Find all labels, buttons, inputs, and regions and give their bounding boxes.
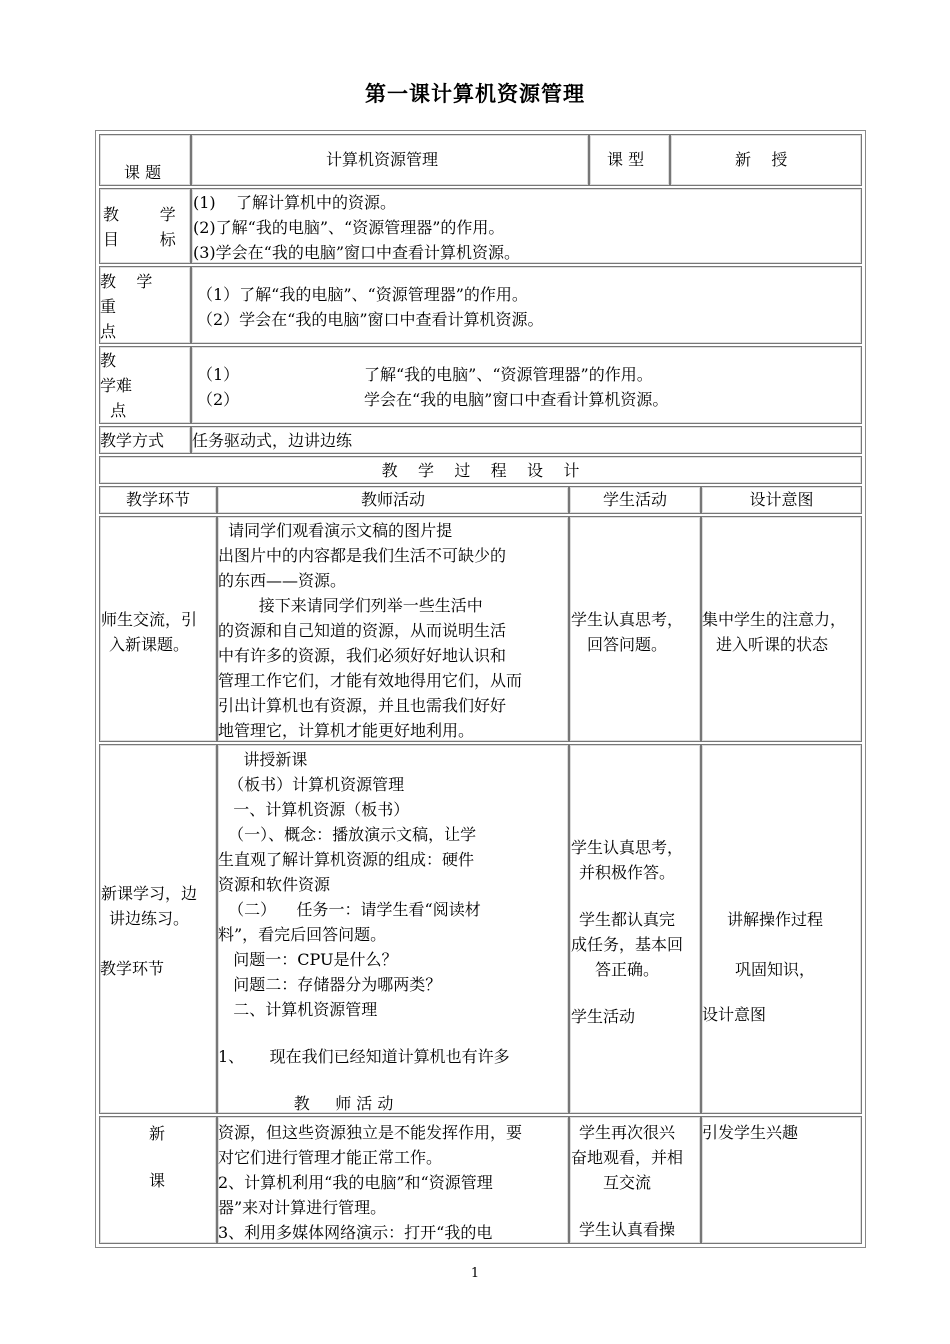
row1-teacher-line: 出图片中的内容都是我们生活不可缺少的 [218, 546, 507, 565]
row2-teacher-line: （板书）计算机资源管理 [218, 775, 405, 794]
row3-student-cell [569, 1116, 701, 1244]
difficulty-number: （2） [197, 390, 240, 409]
goal-item: (3)学会在“我的电脑”窗口中查看计算机资源。 [193, 243, 521, 262]
header-teacher-cell [217, 486, 569, 514]
goal-item: (1) 了解计算机中的资源。 [193, 193, 397, 212]
row2-student-cell [569, 744, 701, 1114]
row2-stage-line: 讲边练习。 [109, 909, 190, 928]
row1-teacher-line: 请同学们观看演示文稿的图片提 [218, 521, 453, 540]
type-label: 课 型 [607, 150, 645, 169]
row2-intent-line: 讲解操作过程 [727, 910, 824, 929]
row3-intent-line: 引发学生兴趣 [702, 1123, 799, 1142]
key-point: （1）了解“我的电脑”、“资源管理器”的作用。 [197, 285, 528, 304]
row2-teacher-line: 问题一：CPU是什么？ [218, 950, 398, 969]
page-number: 1 [470, 1266, 480, 1281]
key-label-cell [99, 266, 191, 344]
difficulty-label-line: 学难 [100, 376, 133, 395]
row2-teacher-line: 1、 现在我们已经知道计算机也有许多 [218, 1047, 510, 1066]
row2-teacher-line: 资源和软件资源 [218, 875, 331, 894]
method-label: 教学方式 [100, 431, 165, 450]
row2-intent-line: 设计意图 [702, 1005, 767, 1024]
row2-teacher-line: 讲授新课 [218, 750, 308, 769]
difficulty-number: （1） [197, 365, 240, 384]
key-value-cell [191, 266, 862, 344]
row2-teacher-line: 料”，看完后回答问题。 [218, 925, 387, 944]
type-label-cell [589, 134, 670, 186]
row1-teacher-line: 中有许多的资源，我们必须好好地认识和 [218, 646, 507, 665]
row1-teacher-line: 接下来请同学们列举一些生活中 [218, 596, 483, 615]
difficulty-label-cell [99, 346, 191, 424]
goals-value-cell [191, 188, 862, 264]
row1-intent-cell [701, 516, 862, 742]
header-student: 学生活动 [602, 490, 667, 509]
goals-label-line: 目 标 [103, 230, 176, 249]
header-stage: 教学环节 [125, 490, 190, 509]
row2-student-line: 学生都认真完 [579, 910, 676, 929]
difficulty-point: 了解“我的电脑”、“资源管理器”的作用。 [364, 365, 653, 384]
key-label-line: 教 学 [100, 272, 153, 291]
topic-value: 计算机资源管理 [326, 150, 439, 169]
header-intent: 设计意图 [749, 490, 814, 509]
difficulty-point: 学会在“我的电脑”窗口中查看计算机资源。 [364, 390, 669, 409]
row2-student-line: 成任务，基本回 [571, 935, 684, 954]
row1-teacher-line: 地管理它，计算机才能更好地利用。 [218, 721, 475, 740]
row2-teacher-line: 问题二：存储器分为哪两类？ [218, 975, 442, 994]
header-intent-cell [701, 486, 862, 514]
method-value: 任务驱动式，边讲边练 [192, 431, 353, 450]
row3-student-line: 互交流 [603, 1173, 652, 1192]
row2-teacher-line: （二） 任务一：请学生看“阅读材 [218, 900, 481, 919]
key-point: （2）学会在“我的电脑”窗口中查看计算机资源。 [197, 310, 544, 329]
goals-label-line: 教 学 [103, 205, 176, 224]
row2-stage-line: 教学环节 [100, 959, 165, 978]
row2-student-line: 并积极作答。 [579, 863, 676, 882]
row1-teacher-line: 引出计算机也有资源，并且也需我们好好 [218, 696, 507, 715]
row3-stage-line: 新 [149, 1124, 166, 1143]
row3-teacher-cell [217, 1116, 569, 1244]
method-value-cell [191, 426, 862, 454]
type-value: 新 授 [735, 150, 788, 169]
method-label-cell [99, 426, 191, 454]
goal-item: (2)了解“我的电脑”、“资源管理器”的作用。 [193, 218, 505, 237]
row1-teacher-line: 管理工作它们，才能有效地得用它们，从而 [218, 671, 523, 690]
row2-teacher-line: （一）、概念：播放演示文稿，让学 [218, 825, 477, 844]
row1-student-line: 学生认真思考， [571, 610, 684, 629]
row3-student-line: 奋地观看，并相 [571, 1148, 684, 1167]
row1-teacher-line: 的东西——资源。 [218, 571, 347, 590]
topic-label-cell [99, 134, 191, 186]
row3-student-line: 学生再次很兴 [579, 1123, 676, 1142]
row1-stage-line: 师生交流，引 [101, 610, 198, 629]
row2-student-line: 学生活动 [571, 1007, 636, 1026]
process-title-cell [99, 456, 862, 484]
row2-teacher-line: 二、计算机资源管理 [218, 1000, 378, 1019]
row2-teacher-line: 生直观了解计算机资源的组成：硬件 [218, 850, 475, 869]
row1-intent-line: 集中学生的注意力， [702, 610, 847, 629]
difficulty-value-cell [191, 346, 862, 424]
row1-intent-line: 进入听课的状态 [716, 635, 829, 654]
row3-stage-cell [99, 1116, 217, 1244]
row2-intent-cell [701, 744, 862, 1114]
row2-student-line: 学生认真思考， [571, 838, 684, 857]
row3-teacher-line: 资源，但这些资源独立是不能发挥作用，要 [218, 1123, 523, 1142]
process-title: 教 学 过 程 设 计 [381, 461, 580, 480]
row3-student-line: 学生认真看操 [579, 1220, 676, 1239]
row3-stage-line: 课 [149, 1171, 166, 1190]
row2-teacher-line: 教 师 活 动 [248, 1094, 394, 1113]
topic-value-cell [191, 134, 589, 186]
row2-teacher-line: 一、计算机资源（板书） [218, 800, 410, 819]
row1-stage-cell [99, 516, 217, 742]
key-label-line: 点 [100, 322, 117, 341]
row2-intent-line: 巩固知识， [735, 960, 816, 979]
row3-teacher-line: 3、利用多媒体网络演示：打开“我的电 [218, 1223, 493, 1242]
row1-student-line: 回答问题。 [587, 635, 668, 654]
row1-stage-line: 入新课题。 [109, 635, 190, 654]
difficulty-label-line: 教 [100, 351, 117, 370]
header-teacher: 教师活动 [360, 490, 425, 509]
key-label-line: 重 [100, 297, 117, 316]
row1-teacher-cell [217, 516, 569, 742]
row2-teacher-cell [217, 744, 569, 1114]
document-title: 第一课计算机资源管理 [365, 81, 585, 106]
type-value-cell [670, 134, 862, 186]
goals-label-cell [99, 188, 191, 264]
row2-student-line: 答正确。 [595, 960, 660, 979]
row1-student-cell [569, 516, 701, 742]
header-stage-cell [99, 486, 217, 514]
row2-stage-line: 新课学习，边 [101, 884, 198, 903]
topic-label: 课 题 [124, 163, 162, 182]
header-student-cell [569, 486, 701, 514]
row3-intent-cell [701, 1116, 862, 1244]
row2-stage-cell [99, 744, 217, 1114]
row3-teacher-line: 2、计算机利用“我的电脑”和“资源管理 [218, 1173, 493, 1192]
row3-teacher-line: 对它们进行管理才能正常工作。 [218, 1148, 443, 1167]
difficulty-label-line: 点 [100, 401, 127, 420]
row3-teacher-line: 器”来对计算进行管理。 [218, 1198, 387, 1217]
row1-teacher-line: 的资源和自己知道的资源，从而说明生活 [218, 621, 507, 640]
